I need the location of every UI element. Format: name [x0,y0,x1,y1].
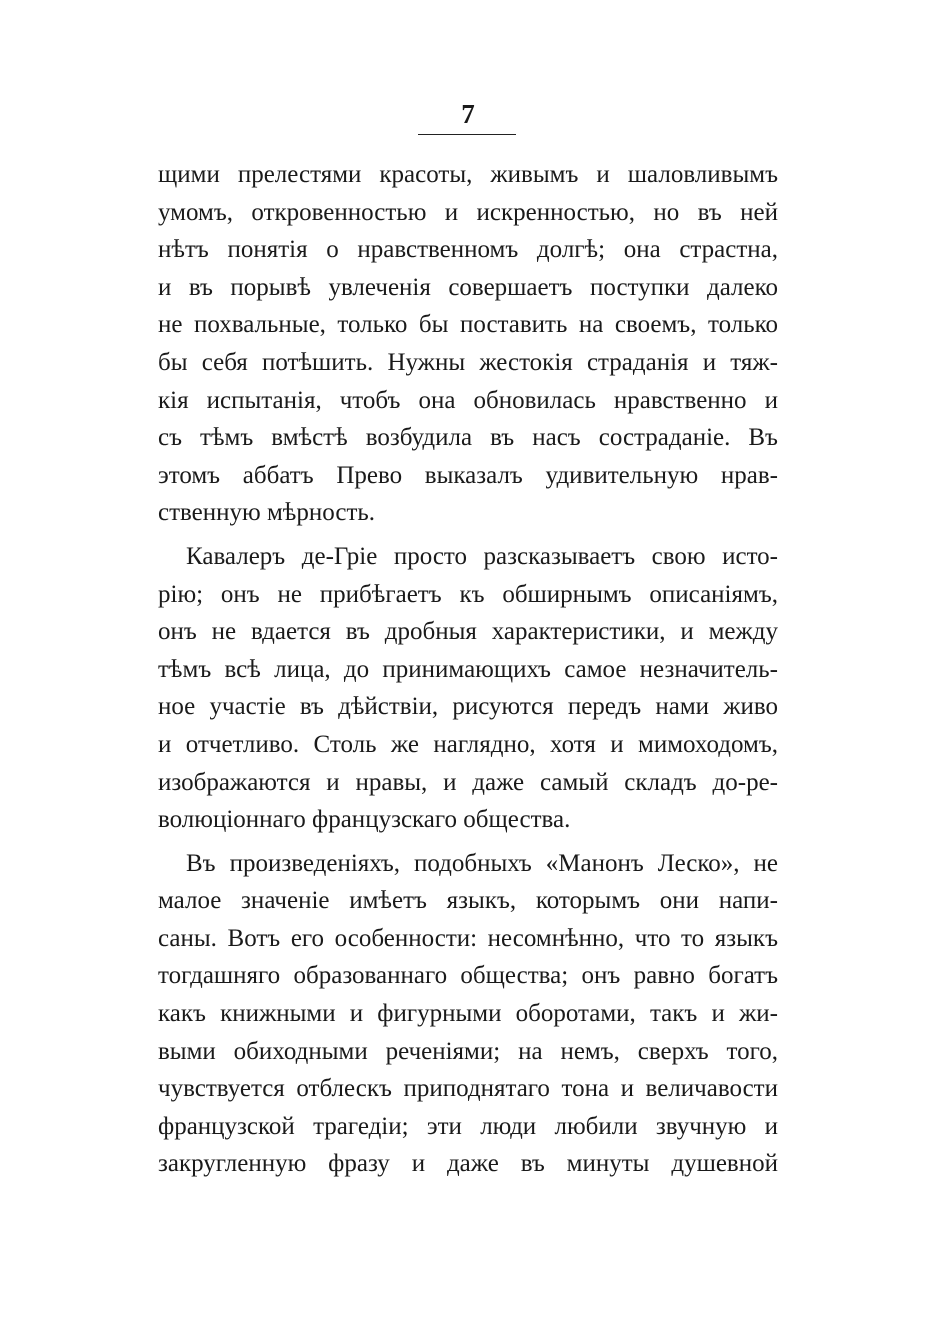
header-rule [418,134,516,135]
text-line: чувствуется отблескъ приподнятаго тона и величавости [158,1075,778,1103]
text-line: изображаются и нравы, и даже самый складъ до-ре- [158,768,778,796]
text-line: кія испытанія, чтобъ она обновилась нравственно и [158,386,778,414]
text-line: тѣмъ всѣ лица, до принимающихъ самое незначитель- [158,655,778,683]
text-line: не похвальные, только бы поставить на своемъ, только [158,311,778,339]
paragraph-2 [158,538,778,839]
text-line: какъ книжными и фигурными оборотами, такъ и жи- [158,1000,778,1028]
text-line: выми обиходными реченіями; на немъ, сверхъ того, [158,1037,778,1065]
text-line: малое значеніе имѣетъ языкъ, которымъ они напи- [158,887,778,915]
text-line: нѣтъ понятія о нравственномъ долгѣ; она страстна, [158,236,778,264]
text-line: и въ порывѣ увлеченія совершаетъ поступки далеко [158,273,778,301]
text-line: бы себя потѣшить. Нужны жестокія страданія и тяж- [158,348,778,376]
paragraph-3 [158,845,778,1183]
text-line: щими прелестями красоты, живымъ и шаловливымъ [158,161,778,188]
text-line: ственную мѣрность. [158,499,376,527]
text-line: Въ произведеніяхъ, подобныхъ «Манонъ Леско», не [186,849,778,877]
page-number: 7 [461,99,475,129]
text-line: онъ не вдается въ дробныя характеристики, и между [158,618,778,646]
text-line: рію; онъ не прибѣгаетъ къ обширнымъ описаніямъ, [158,580,778,608]
text-line: саны. Вотъ его особенности: несомнѣнно, что то языкъ [158,924,778,952]
text-line: тогдашняго образованнаго общества; онъ равно богатъ [158,962,778,990]
text-line: волюціоннаго французскаго общества. [158,806,571,834]
paragraph-1 [158,156,778,532]
text-line: умомъ, откровенностью и искренностью, но въ ней [158,198,778,226]
text-line: этомъ аббатъ Прево выказалъ удивительную нрав- [158,461,778,489]
text-line: Кавалеръ де-Гріе просто разсказываетъ свою исто- [186,542,778,570]
text-line: и отчетливо. Столь же наглядно, хотя и мимоходомъ, [158,730,778,758]
text-line: закругленную фразу и даже въ минуты душевной [158,1150,778,1178]
text-line: французской трагедіи; эти люди любили звучную и [158,1112,778,1140]
body-text [158,156,778,1183]
text-line: ное участіе въ дѣйствіи, рисуются передъ нами живо [158,693,778,721]
text-line: съ тѣмъ вмѣстѣ возбудила въ насъ состраданіе. Въ [158,424,778,452]
